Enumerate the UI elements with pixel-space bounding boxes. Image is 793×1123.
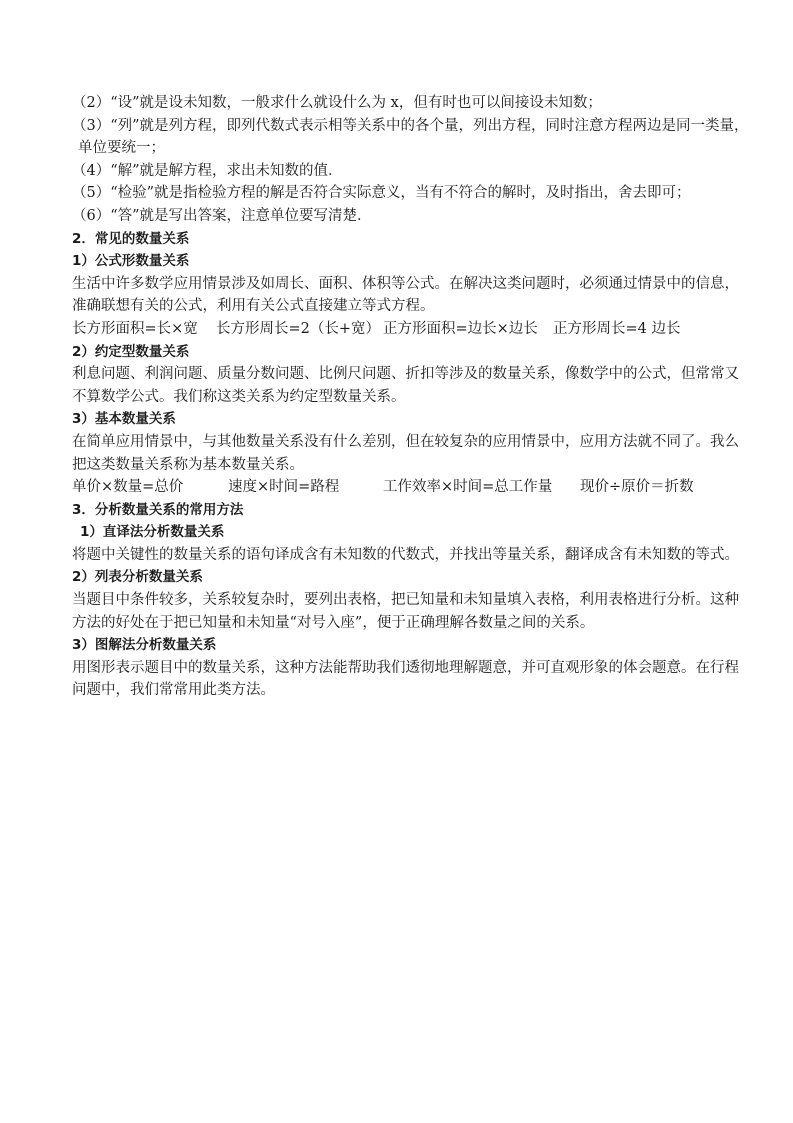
step-2: （2）“设”就是设未知数，一般求什么就设什么为 x，但有时也可以间接设未知数； [72,95,602,111]
table-analysis-line-1: 当题目中条件较多，关系较复杂时，要列出表格，把已知量和未知量填入表格，利用表格进行分析。这种 [72,592,739,609]
basic-relations-line-2: 把这类数量关系称为基本数量关系。 [72,456,304,473]
step-6: （6）“答”就是写出答案，注意单位要写清楚． [72,207,372,224]
total-price-formula: 单价×数量=总价 [72,479,184,496]
diagram-analysis-line-1: 用图形表示题目中的数量关系，这种方法能帮助我们透彻地理解题意，并可直观形象的体会题意。在行程 [72,659,739,676]
conventional-relations-title: 2）约定型数量关系 [72,343,190,360]
conventional-relations-line-1: 利息问题、利润问题、质量分数问题、比例尺问题、折扣等涉及的数量关系，像数学中的公式，但常常又 [72,366,739,383]
document-page [72,92,749,702]
diagram-analysis-title: 3）图解法分析数量关系 [72,637,217,654]
section-2-title: 2．常见的数量关系 [72,230,190,247]
basic-formula-row [72,476,732,499]
formula-relations-line-2: 准确联想有关的公式，利用有关公式直接建立等式方程。 [72,298,435,315]
step-4: （4）“解”就是解方程，求出未知数的值． [72,162,343,179]
square-area-formula: 正方形面积=边长×边长 [383,320,538,337]
discount-formula: 现价÷原价＝折数 [580,479,694,496]
rect-area-formula: 长方形面积=长×宽 [72,320,198,337]
conventional-relations-line-2: 不算数学公式。我们称这类关系为约定型数量关系。 [72,388,406,405]
table-analysis-title: 2）列表分析数量关系 [72,569,203,586]
work-formula: 工作效率×时间=总工作量 [383,479,553,496]
formula-relations-line-1: 生活中许多数学应用情景涉及如周长、面积、体积等公式。在解决这类问题时，必须通过情景中的信息， [72,275,739,292]
diagram-analysis-line-2: 问题中，我们常常用此类方法。 [72,682,275,699]
basic-relations-line-1: 在简单应用情景中，与其他数量关系没有什么差别，但在较复杂的应用情景中，应用方法就不同了。我么 [72,433,739,450]
step-3: （3）“列”就是列方程，即列代数式表示相等关系中的各个量，列出方程，同时注意方程两边是同一类量， [72,117,749,134]
direct-translation-line-1: 将题中关键性的数量关系的语句译成含有未知数的代数式，并找出等量关系，翻译成含有未知数的等式。 [72,546,739,563]
distance-formula: 速度×时间=路程 [228,479,340,496]
geometry-formula-row [72,318,732,341]
table-analysis-line-2: 方法的好处在于把已知量和未知量“对号入座”，便于正确理解各数量之间的关系。 [72,614,595,631]
direct-translation-title: 1）直译法分析数量关系 [80,524,225,541]
basic-relations-title: 3）基本数量关系 [72,411,176,428]
step-5: （5）“检验”就是指检验方程的解是否符合实际意义，当有不符合的解时，及时指出，舍去即可； [72,185,691,202]
rect-perimeter-formula: 长方形周长=2（长+宽） [216,320,381,337]
section-3-title: 3．分析数量关系的常用方法 [72,501,244,518]
step-3-continued: 单位要统一； [78,140,165,157]
square-perimeter-formula: 正方形周长=4 边长 [553,320,681,337]
formula-relations-title: 1）公式形数量关系 [72,253,190,270]
